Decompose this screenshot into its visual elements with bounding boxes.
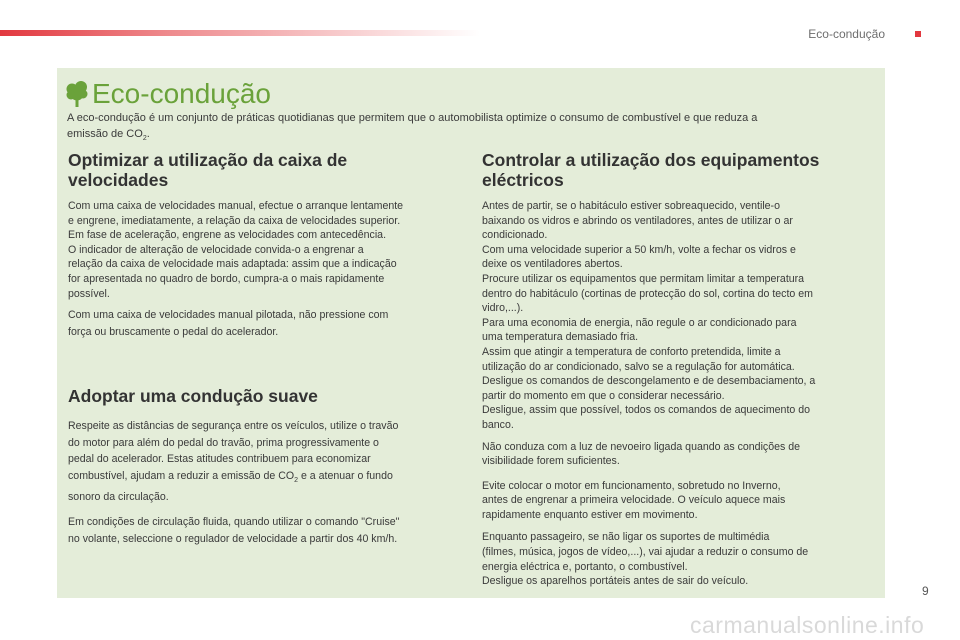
intro-paragraph [67,110,867,147]
section-gearbox [68,150,468,340]
body-paragraph: Não conduza com a luz de nevoeiro ligada quando as condições de visibilidade forem suficientes. [482,440,801,468]
body-paragraph: Enquanto passageiro, se não ligar os suportes de multimédia (filmes, música, jogos de vídeo,...), vai ajudar a reduzir o consumo de energia eléctrica e, portanto, o combustível. Desligue os aparelhos portáteis antes de sair do veículo. [482,531,809,588]
page-number: 9 [922,584,929,598]
intro-line: A eco-condução é um conjunto de práticas quotidianas que permitem que o automobilista optimize o consumo de combustível e que reduza a [67,112,758,124]
tree-icon [66,80,88,108]
body-paragraph: Evite colocar o motor em funcionamento, sobretudo no Inverno, antes de engrenar a primeira velocidade. O veículo aquece mais rapidamente enquanto estiver em movimento. [482,479,786,521]
page-title: Eco-condução [92,78,272,109]
section-heading: eléctricos [482,170,564,190]
header-square-marker [915,31,921,37]
body-paragraph: Respeite as distâncias de segurança entre os veículos, utilize o travão do motor para além do pedal do travão, prima progressivamente o pedal do acelerador. Estas atitudes contribuem para economizar combustível, ajudam a reduzir a emissão de $CO_2$ e a atenuar o fundo sonoro da circulação. [68,420,399,504]
body-paragraph: Com uma caixa de velocidades manual pilotada, não pressione com força ou bruscamente o pedal do acelerador. [68,309,389,338]
section-heading: velocidades [68,170,169,190]
header-accent-bar [0,30,480,36]
section-heading: Optimizar a utilização da caixa de [68,150,348,170]
body-paragraph: Em condições de circulação fluida, quando utilizar o comando "Cruise" no volante, seleccione o regulador de velocidade a partir dos 40 km/h. [68,516,400,545]
body-paragraph: Com uma caixa de velocidades manual, efectue o arranque lentamente e engrene, imediatamente, a relação da caixa de velocidades superior. Em fase de aceleração, engrene as velocidades com antecedência. O indicador de alteração de velocidade convida-o a engrenar a relação da caixa de velocidade mais adaptada: assim que a indicação for apresentada no quadro de bordo, cumpra-a o mais rapidamente possível. [68,200,404,300]
body-paragraph: Antes de partir, se o habitáculo estiver sobreaquecido, ventile-o baixando os vidros e abrindo os ventiladores, antes de utilizar o ar condicionado. Com uma velocidade superior a 50 km/h, volte a fechar os vidros e deixe os ventiladores abertos. Procure utilizar os equipamentos que permitam limitar a temperatura dentro do habitáculo (cortinas de protecção do sol, cortina do tecto em vidro,...). Para uma economia de energia, não regule o ar condicionado para uma temperatura demasiado fria. Assim que atingir a temperatura de conforto pretendida, limite a utilização do ar condicionado, salvo se a regulação for automática. Desligue os comandos de descongelamento e de desembaciamento, a partir do momento em que o considerar necessário. Desligue, assim que possível, todos os comandos de aquecimento do banco. [482,200,816,431]
intro-line: emissão de $CO_2$. [67,128,150,143]
watermark-text: carmanualsonline.info [690,612,925,638]
header-section-label: Eco-condução [808,27,885,41]
section-heading: Controlar a utilização dos equipamentos [482,150,820,170]
section-electrical-equipment [482,150,877,589]
title-row [66,78,271,110]
section-heading: Adoptar uma condução suave [68,386,318,406]
section-smooth-driving [68,386,468,547]
